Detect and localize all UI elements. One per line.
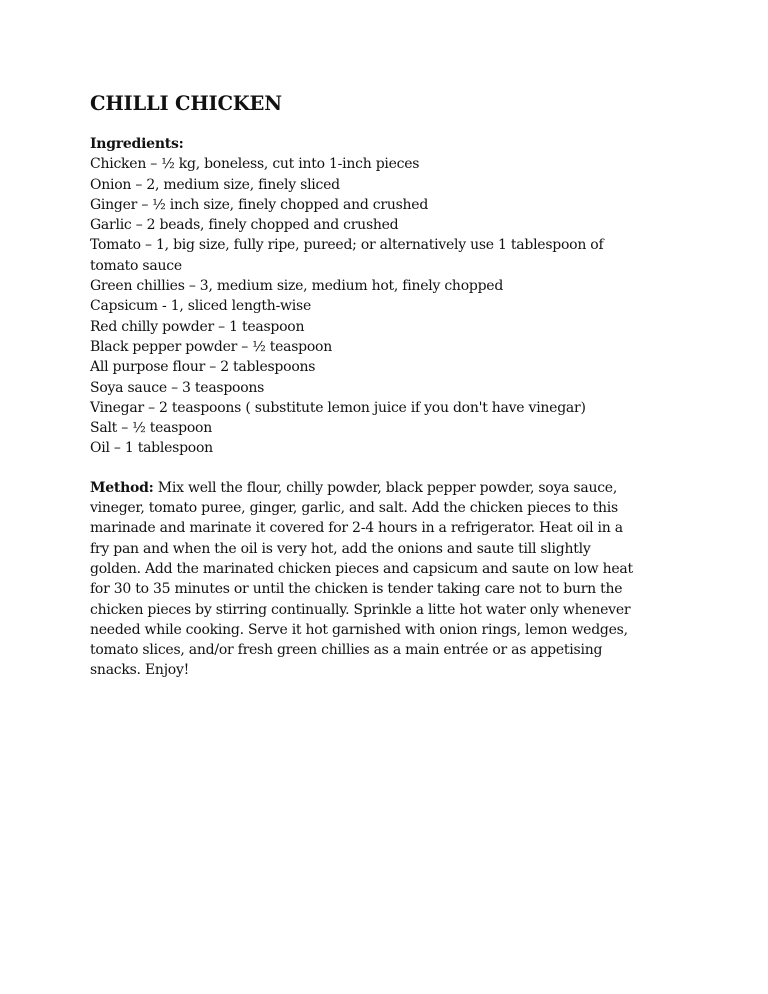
method-line: marinade and marinate it covered for 2-4 hours in a refrigerator. Heat oil in a [90, 520, 623, 537]
ingredients-section [90, 134, 690, 459]
method-line: chicken pieces by stirring continually. Sprinkle a litte hot water only whenever [90, 601, 631, 618]
ingredient-line: tomato sauce [90, 257, 182, 274]
ingredient-line: Chicken – ½ kg, boneless, cut into 1-inch pieces [90, 156, 420, 173]
ingredient-line: Tomato – 1, big size, fully ripe, pureed; or alternatively use 1 tablespoon of [90, 237, 604, 254]
recipe-title: CHILLI CHICKEN [90, 92, 282, 115]
recipe-page [90, 90, 690, 681]
ingredient-line: Capsicum - 1, sliced length-wise [90, 298, 311, 315]
ingredient-line: Ginger – ½ inch size, finely chopped and crushed [90, 196, 429, 213]
ingredient-line: Garlic – 2 beads, finely chopped and crushed [90, 217, 399, 234]
ingredient-line: Soya sauce – 3 teaspoons [90, 379, 265, 396]
method-section [90, 478, 690, 681]
method-line: fry pan and when the oil is very hot, add the onions and saute till slightly [90, 540, 591, 557]
method-line: snacks. Enjoy! [90, 662, 189, 679]
method-line: for 30 to 35 minutes or until the chicken is tender taking care not to burn the [90, 581, 623, 598]
method-line: vineger, tomato puree, ginger, garlic, and salt. Add the chicken pieces to this [90, 500, 618, 517]
ingredients-heading: Ingredients: [90, 136, 184, 152]
ingredient-line: Oil – 1 tablespoon [90, 440, 213, 457]
method-line: golden. Add the marinated chicken pieces and capsicum and saute on low heat [90, 560, 633, 577]
ingredient-line: Black pepper powder – ½ teaspoon [90, 338, 332, 355]
ingredient-line: All purpose flour – 2 tablespoons [90, 359, 316, 376]
method-heading: Method: [90, 479, 154, 496]
method-line: needed while cooking. Serve it hot garnished with onion rings, lemon wedges, [90, 621, 628, 638]
method-line [90, 478, 690, 498]
method-text: Mix well the flour, chilly powder, black pepper powder, soya sauce, [153, 479, 618, 496]
ingredient-line: Onion – 2, medium size, finely sliced [90, 176, 340, 193]
ingredient-line: Vinegar – 2 teaspoons ( substitute lemon juice if you don't have vinegar) [90, 399, 586, 416]
ingredient-line: Green chillies – 3, medium size, medium hot, finely chopped [90, 278, 504, 295]
ingredient-line: Red chilly powder – 1 teaspoon [90, 318, 305, 335]
ingredient-line: Salt – ½ teaspoon [90, 420, 212, 437]
method-line: tomato slices, and/or fresh green chillies as a main entrée or as appetising [90, 642, 603, 659]
